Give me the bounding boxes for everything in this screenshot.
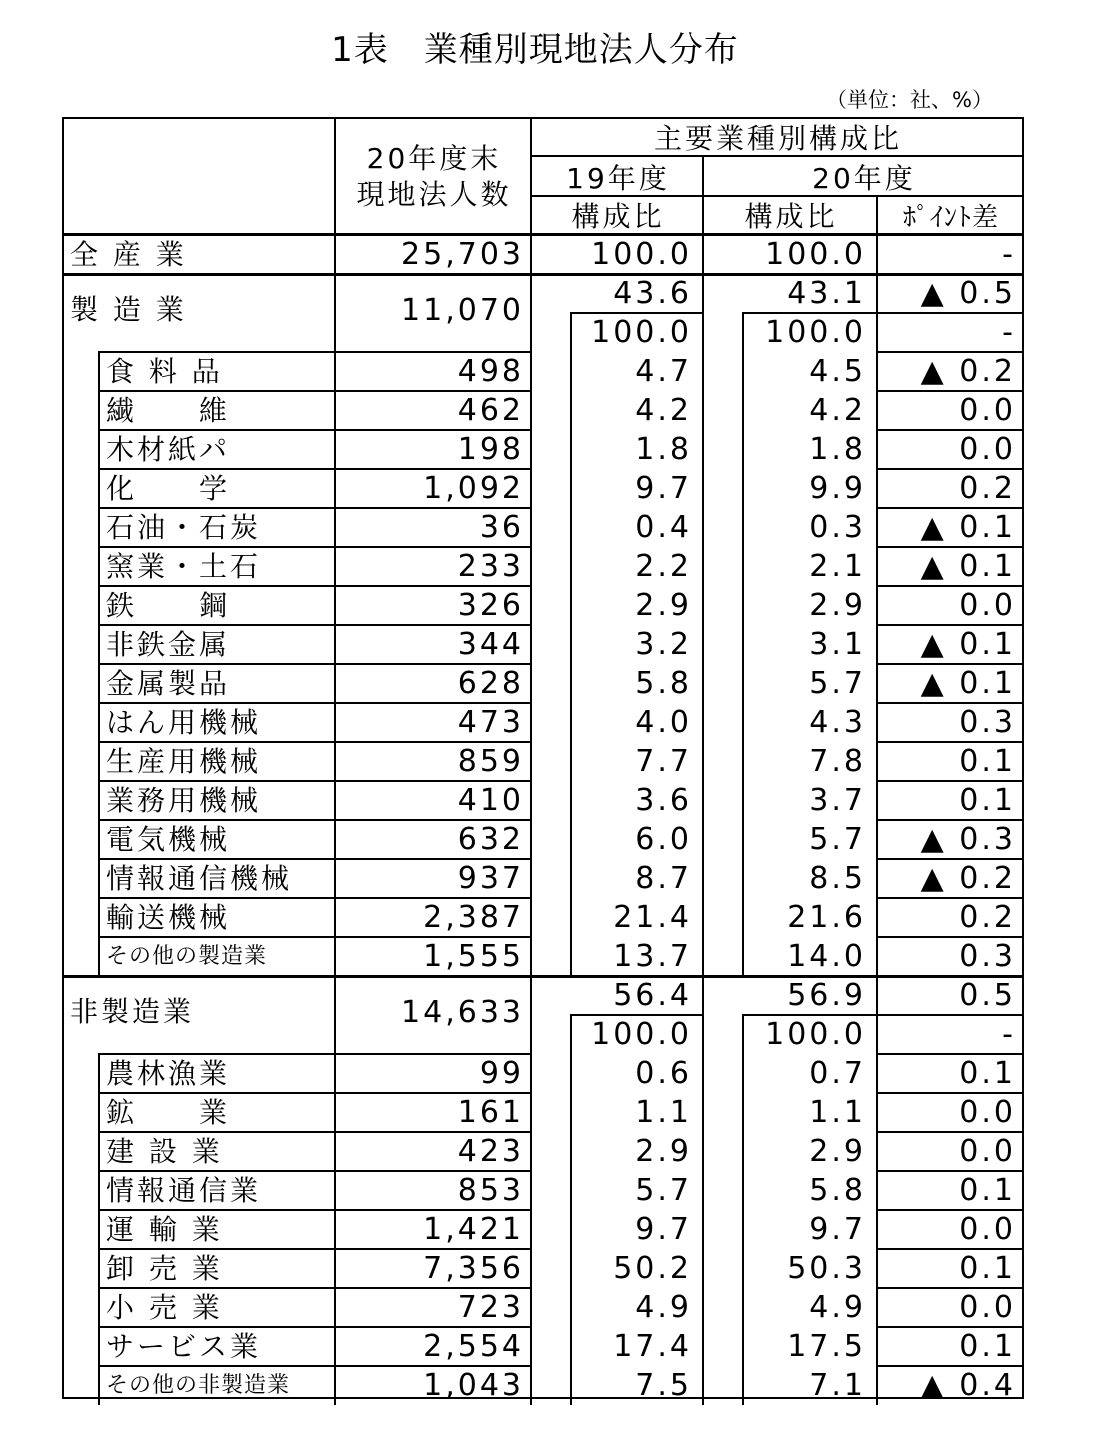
row-label: 非鉄金属 <box>106 628 231 661</box>
row-ratio-20: 0.3 <box>809 510 866 545</box>
row-separator-major <box>64 273 1022 276</box>
row-point-diff: 0.2 <box>959 471 1016 506</box>
row-label: その他の非製造業 <box>106 1373 291 1398</box>
row-separator-diff <box>876 624 1022 626</box>
section-mid-line-diff <box>876 312 1022 314</box>
row-separator-label <box>98 1131 530 1133</box>
row-ratio-20: 1.1 <box>809 1095 866 1130</box>
row-count: 937 <box>457 861 524 896</box>
row-ratio-19: 2.9 <box>635 1134 692 1169</box>
row-label: 輸送機械 <box>106 901 231 934</box>
row-ratio-20: 0.7 <box>809 1056 866 1091</box>
header-divider-r19 <box>530 119 532 235</box>
row-point-diff: 0.3 <box>959 705 1016 740</box>
row-label: 石油・石炭 <box>106 511 262 544</box>
row-count: 7,356 <box>423 1251 524 1286</box>
row-separator-label <box>98 585 530 587</box>
row-separator-label <box>98 897 530 899</box>
row-ratio-20: 4.5 <box>809 354 866 389</box>
row-point-diff: ▲ 0.3 <box>920 822 1016 857</box>
row-separator-diff <box>876 1170 1022 1172</box>
row-ratio-19: 5.7 <box>635 1173 692 1208</box>
row-separator-diff <box>876 585 1022 587</box>
row-separator-diff <box>876 390 1022 392</box>
row-point-diff: 0.0 <box>959 432 1016 467</box>
row-ratio-19: 5.8 <box>635 666 692 701</box>
row-point-diff: 0.0 <box>959 588 1016 623</box>
row-label: 生産用機械 <box>106 745 262 778</box>
row-ratio-20: 14.0 <box>787 939 866 974</box>
row-point-diff: ▲ 0.1 <box>920 510 1016 545</box>
row-label-section: 製 造 業 <box>70 293 187 326</box>
header-point-diff: ﾎﾟｲﾝﾄ差 <box>902 203 999 233</box>
row-count: 2,387 <box>423 900 524 935</box>
row-count: 11,070 <box>401 293 524 328</box>
row-point-diff: 0.1 <box>959 744 1016 779</box>
row-point-diff: 0.0 <box>959 1290 1016 1325</box>
row-label-section: 非製造業 <box>70 995 195 1028</box>
row-ratio-19: 43.6 <box>613 276 692 311</box>
row-label: 窯業・土石 <box>106 550 262 583</box>
row-label: 業務用機械 <box>106 784 262 817</box>
row-ratio-19-sub: 100.0 <box>591 315 692 350</box>
row-point-diff: 0.5 <box>959 978 1016 1013</box>
row-label: 農林漁業 <box>106 1057 231 1090</box>
sub-label-border-1 <box>98 1054 100 1405</box>
unit-note: （単位：社、%） <box>826 88 993 112</box>
row-count: 632 <box>457 822 524 857</box>
row-label: 化 学 <box>106 472 231 505</box>
row-separator-label <box>98 1053 530 1055</box>
industry-distribution-table <box>62 117 1024 1403</box>
section-mid-line-20 <box>742 312 876 314</box>
row-ratio-20: 8.5 <box>809 861 866 896</box>
row-separator-diff <box>876 858 1022 860</box>
row-separator-label <box>98 1248 530 1250</box>
row-count: 14,633 <box>401 995 524 1030</box>
row-ratio-19: 4.2 <box>635 393 692 428</box>
row-label: 小 売 業 <box>106 1291 223 1324</box>
row-ratio-20: 4.3 <box>809 705 866 740</box>
col-divider-r20 <box>702 235 704 1405</box>
row-point-diff: ▲ 0.2 <box>920 861 1016 896</box>
row-count: 36 <box>479 510 524 545</box>
row-count: 723 <box>457 1290 524 1325</box>
section-mid-line-diff <box>876 1014 1022 1016</box>
row-label: 鉱 業 <box>106 1096 231 1129</box>
row-separator-diff <box>876 1326 1022 1328</box>
row-count: 326 <box>457 588 524 623</box>
row-point-diff: 0.1 <box>959 1173 1016 1208</box>
row-point-diff: 0.1 <box>959 1251 1016 1286</box>
row-label: 情報通信機械 <box>106 862 293 895</box>
row-label: 電気機械 <box>106 823 231 856</box>
row-ratio-20-sub: 100.0 <box>765 1017 866 1052</box>
row-separator-diff <box>876 819 1022 821</box>
row-ratio-19: 2.2 <box>635 549 692 584</box>
row-ratio-19: 100.0 <box>591 237 692 272</box>
row-ratio-19: 13.7 <box>613 939 692 974</box>
row-ratio-20: 100.0 <box>765 237 866 272</box>
row-count: 853 <box>457 1173 524 1208</box>
row-point-diff-sub: - <box>1002 315 1016 350</box>
header-ratio19: 構成比 <box>571 200 665 233</box>
header-divider-diff <box>876 197 878 235</box>
row-separator-label <box>98 546 530 548</box>
row-count: 1,092 <box>423 471 524 506</box>
row-ratio-20: 17.5 <box>787 1329 866 1364</box>
row-label: サービス業 <box>106 1330 262 1363</box>
row-ratio-19: 50.2 <box>613 1251 692 1286</box>
row-separator-label <box>98 858 530 860</box>
row-ratio-19: 0.6 <box>635 1056 692 1091</box>
row-point-diff-sub: - <box>1002 1017 1016 1052</box>
row-ratio-20: 4.2 <box>809 393 866 428</box>
row-ratio-20-sub: 100.0 <box>765 315 866 350</box>
row-point-diff: 0.1 <box>959 1056 1016 1091</box>
row-separator-diff <box>876 936 1022 938</box>
header-group: 主要業種別構成比 <box>653 122 902 155</box>
row-label: 金属製品 <box>106 667 231 700</box>
row-separator-label <box>98 624 530 626</box>
row-ratio-20: 5.8 <box>809 1173 866 1208</box>
row-separator-diff <box>876 780 1022 782</box>
row-separator-label <box>98 702 530 704</box>
row-separator-diff <box>876 1287 1022 1289</box>
row-point-diff: ▲ 0.4 <box>920 1368 1016 1403</box>
row-separator-label <box>98 1170 530 1172</box>
row-ratio-19: 1.8 <box>635 432 692 467</box>
row-ratio-19: 56.4 <box>613 978 692 1013</box>
row-ratio-19: 17.4 <box>613 1329 692 1364</box>
header-count-line1: 20年度末 <box>366 142 502 175</box>
row-separator-diff <box>876 1092 1022 1094</box>
row-ratio-20: 3.7 <box>809 783 866 818</box>
section-mid-line-20 <box>742 1014 876 1016</box>
row-separator-label <box>98 351 530 353</box>
row-separator-diff <box>876 897 1022 899</box>
row-point-diff: 0.0 <box>959 1134 1016 1169</box>
row-ratio-19: 0.4 <box>635 510 692 545</box>
row-label: 木材紙パ <box>106 433 231 466</box>
row-count: 233 <box>457 549 524 584</box>
row-separator-diff <box>876 702 1022 704</box>
header-fy20: 20年度 <box>812 162 916 195</box>
row-label: 卸 売 業 <box>106 1252 223 1285</box>
row-separator-diff <box>876 351 1022 353</box>
row-count: 498 <box>457 354 524 389</box>
row-label: 建 設 業 <box>106 1135 223 1168</box>
row-ratio-20: 9.7 <box>809 1212 866 1247</box>
row-count: 2,554 <box>423 1329 524 1364</box>
row-count: 25,703 <box>401 237 524 272</box>
header-ratio20: 構成比 <box>744 200 838 233</box>
row-ratio-20: 2.1 <box>809 549 866 584</box>
row-point-diff: ▲ 0.1 <box>920 549 1016 584</box>
section-mid-line-19 <box>570 312 702 314</box>
row-separator-label <box>98 819 530 821</box>
section-mid-line-19 <box>570 1014 702 1016</box>
header-bottom-line <box>64 233 1022 236</box>
row-label: 運 輸 業 <box>106 1213 223 1246</box>
row-point-diff: ▲ 0.2 <box>920 354 1016 389</box>
row-count: 423 <box>457 1134 524 1169</box>
row-ratio-19: 1.1 <box>635 1095 692 1130</box>
row-ratio-19: 3.6 <box>635 783 692 818</box>
row-point-diff: ▲ 0.1 <box>920 666 1016 701</box>
row-separator-diff <box>876 1209 1022 1211</box>
row-label: 情報通信業 <box>106 1174 262 1207</box>
row-count: 1,421 <box>423 1212 524 1247</box>
header-count-line2: 現地法人数 <box>356 178 512 211</box>
row-ratio-19: 7.7 <box>635 744 692 779</box>
row-ratio-19: 9.7 <box>635 1212 692 1247</box>
row-separator-label <box>98 1365 530 1367</box>
row-point-diff: 0.2 <box>959 900 1016 935</box>
row-count: 161 <box>457 1095 524 1130</box>
row-ratio-20: 5.7 <box>809 666 866 701</box>
row-point-diff: 0.1 <box>959 1329 1016 1364</box>
header-divider-count <box>334 119 336 235</box>
row-separator-label <box>98 663 530 665</box>
row-ratio-20: 5.7 <box>809 822 866 857</box>
row-separator-diff <box>876 741 1022 743</box>
row-separator-label <box>98 1209 530 1211</box>
row-ratio-19: 21.4 <box>613 900 692 935</box>
row-count: 462 <box>457 393 524 428</box>
row-separator-label <box>98 1326 530 1328</box>
header-fy19: 19年度 <box>566 162 670 195</box>
row-separator-label <box>98 468 530 470</box>
row-separator-label <box>98 507 530 509</box>
row-ratio-20: 9.9 <box>809 471 866 506</box>
row-separator-label <box>98 429 530 431</box>
row-count: 1,555 <box>423 939 524 974</box>
row-separator-diff <box>876 1365 1022 1367</box>
row-count: 198 <box>457 432 524 467</box>
row-count: 1,043 <box>423 1368 524 1403</box>
row-label: 食 料 品 <box>106 355 223 388</box>
row-ratio-19-sub: 100.0 <box>591 1017 692 1052</box>
row-separator-label <box>98 1287 530 1289</box>
table-title: 1表 業種別現地法人分布 <box>331 30 739 70</box>
header-divider-years <box>530 195 1022 197</box>
row-ratio-20: 50.3 <box>787 1251 866 1286</box>
row-count: 628 <box>457 666 524 701</box>
row-ratio-20: 43.1 <box>787 276 866 311</box>
row-count: 473 <box>457 705 524 740</box>
row-separator-diff <box>876 546 1022 548</box>
row-point-diff: - <box>1002 237 1016 272</box>
row-ratio-19: 4.0 <box>635 705 692 740</box>
row-separator-diff <box>876 1053 1022 1055</box>
row-ratio-19: 6.0 <box>635 822 692 857</box>
row-ratio-19: 4.9 <box>635 1290 692 1325</box>
row-count: 859 <box>457 744 524 779</box>
row-point-diff: 0.3 <box>959 939 1016 974</box>
row-separator-label <box>98 936 530 938</box>
row-count: 99 <box>479 1056 524 1091</box>
row-label: その他の製造業 <box>106 944 268 969</box>
row-separator-label <box>98 741 530 743</box>
row-ratio-20: 7.8 <box>809 744 866 779</box>
row-label: はん用機械 <box>106 706 262 739</box>
row-separator-diff <box>876 507 1022 509</box>
row-ratio-19: 2.9 <box>635 588 692 623</box>
row-ratio-20: 2.9 <box>809 1134 866 1169</box>
row-ratio-19: 4.7 <box>635 354 692 389</box>
row-point-diff: 0.0 <box>959 393 1016 428</box>
row-separator-label <box>98 1092 530 1094</box>
header-divider-group <box>530 155 1022 157</box>
row-ratio-20: 3.1 <box>809 627 866 662</box>
row-point-diff: ▲ 0.1 <box>920 627 1016 662</box>
row-separator-diff <box>876 429 1022 431</box>
row-point-diff: ▲ 0.5 <box>920 276 1016 311</box>
row-separator-label <box>98 390 530 392</box>
row-separator-major <box>64 975 1022 978</box>
row-ratio-20: 56.9 <box>787 978 866 1013</box>
row-ratio-19: 7.5 <box>635 1368 692 1403</box>
row-separator-diff <box>876 1248 1022 1250</box>
row-ratio-20: 4.9 <box>809 1290 866 1325</box>
row-label-total: 全 産 業 <box>70 238 187 271</box>
row-ratio-20: 1.8 <box>809 432 866 467</box>
row-ratio-20: 2.9 <box>809 588 866 623</box>
row-ratio-19: 8.7 <box>635 861 692 896</box>
row-ratio-19: 9.7 <box>635 471 692 506</box>
row-point-diff: 0.0 <box>959 1095 1016 1130</box>
row-separator-diff <box>876 1131 1022 1133</box>
row-separator-diff <box>876 663 1022 665</box>
row-ratio-20: 7.1 <box>809 1368 866 1403</box>
row-count: 344 <box>457 627 524 662</box>
row-point-diff: 0.0 <box>959 1212 1016 1247</box>
row-label: 鉄 鋼 <box>106 589 231 622</box>
row-label: 繊 維 <box>106 394 231 427</box>
row-ratio-20: 21.6 <box>787 900 866 935</box>
row-separator-diff <box>876 468 1022 470</box>
row-count: 410 <box>457 783 524 818</box>
row-point-diff: 0.1 <box>959 783 1016 818</box>
row-ratio-19: 3.2 <box>635 627 692 662</box>
col-divider-r19 <box>530 235 532 1405</box>
row-separator-label <box>98 780 530 782</box>
